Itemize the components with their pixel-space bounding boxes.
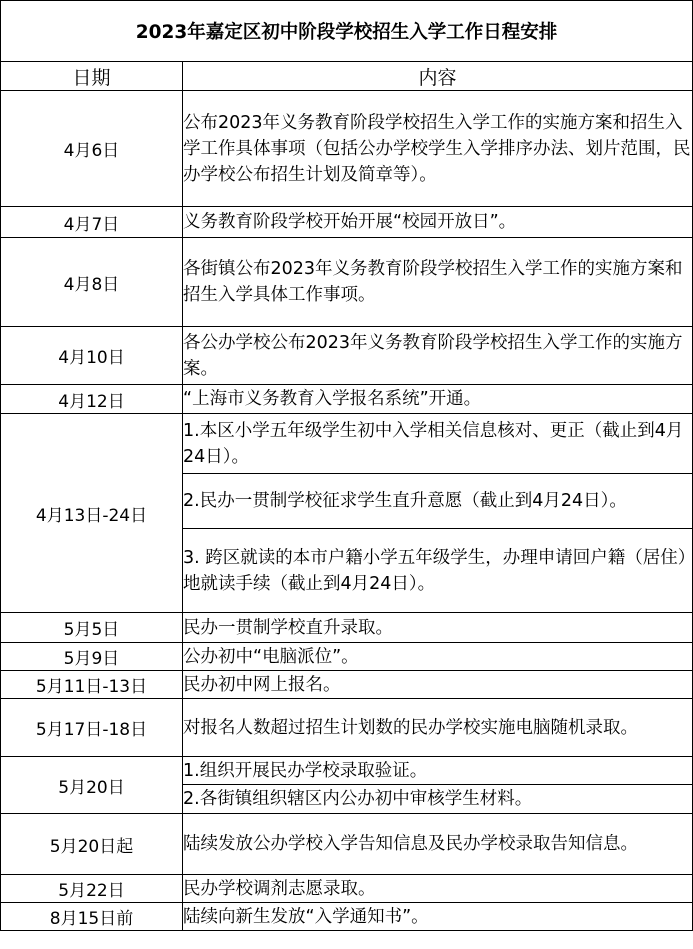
table-row [1, 671, 693, 699]
table-row [1, 207, 693, 238]
date-cell: 4月10日 [1, 327, 183, 385]
date-cell: 4月7日 [1, 207, 183, 238]
content-cell: 陆续向新生发放“入学通知书”。 [183, 903, 693, 931]
content-cell: 义务教育阶段学校开始开展“校园开放日”。 [183, 207, 693, 238]
title-row [1, 1, 693, 62]
table-row [1, 613, 693, 643]
content-cell: 陆续发放公办学校入学告知信息及民办学校录取告知信息。 [183, 814, 693, 875]
content-cell: 民办学校调剂志愿录取。 [183, 875, 693, 903]
date-cell: 5月20日起 [1, 814, 183, 875]
table-row [1, 385, 693, 414]
content-cell-item: 2.民办一贯制学校征求学生直升意愿（截止到4月24日）。 [183, 474, 693, 529]
date-cell: 4月6日 [1, 91, 183, 207]
date-cell: 4月12日 [1, 385, 183, 414]
date-cell: 5月5日 [1, 613, 183, 643]
content-cell: “上海市义务教育入学报名系统”开通。 [183, 385, 693, 414]
table-row [1, 699, 693, 757]
date-cell: 5月22日 [1, 875, 183, 903]
table-row [1, 327, 693, 385]
content-cell: 民办一贯制学校直升录取。 [183, 613, 693, 643]
content-cell: 公布2023年义务教育阶段学校招生入学工作的实施方案和招生入学工作具体事项（包括公办学校学生入学排序办法、划片范围，民办学校公布招生计划及简章等）。 [183, 91, 693, 207]
table-row [1, 875, 693, 903]
table-row [1, 643, 693, 671]
table-row [1, 903, 693, 931]
header-date: 日期 [1, 62, 183, 91]
content-cell: 公办初中“电脑派位”。 [183, 643, 693, 671]
date-cell: 5月11日-13日 [1, 671, 183, 699]
table-title: 2023年嘉定区初中阶段学校招生入学工作日程安排 [1, 1, 693, 62]
date-cell: 5月17日-18日 [1, 699, 183, 757]
date-cell: 4月8日 [1, 238, 183, 327]
date-cell: 5月9日 [1, 643, 183, 671]
table-row [1, 814, 693, 875]
content-cell: 民办初中网上报名。 [183, 671, 693, 699]
content-cell: 各公办学校公布2023年义务教育阶段学校招生入学工作的实施方案。 [183, 327, 693, 385]
header-row [1, 62, 693, 91]
content-cell-item: 3. 跨区就读的本市户籍小学五年级学生，办理申请回户籍（居住）地就读手续（截止到4月24日）。 [183, 529, 693, 613]
date-cell: 4月13日-24日 [1, 414, 183, 613]
content-cell: 对报名人数超过招生计划数的民办学校实施电脑随机录取。 [183, 699, 693, 757]
content-cell-item: 1.本区小学五年级学生初中入学相关信息核对、更正（截止到4月24日）。 [183, 414, 693, 474]
table-row [1, 414, 693, 474]
table-row [1, 238, 693, 327]
content-cell-item: 1.组织开展民办学校录取验证。 [183, 757, 693, 785]
date-cell: 8月15日前 [1, 903, 183, 931]
content-cell: 各街镇公布2023年义务教育阶段学校招生入学工作的实施方案和招生入学具体工作事项。 [183, 238, 693, 327]
content-cell-item: 2.各街镇组织辖区内公办初中审核学生材料。 [183, 785, 693, 814]
table-row [1, 757, 693, 785]
date-cell: 5月20日 [1, 757, 183, 814]
header-content: 内容 [183, 62, 693, 91]
table-row [1, 91, 693, 207]
